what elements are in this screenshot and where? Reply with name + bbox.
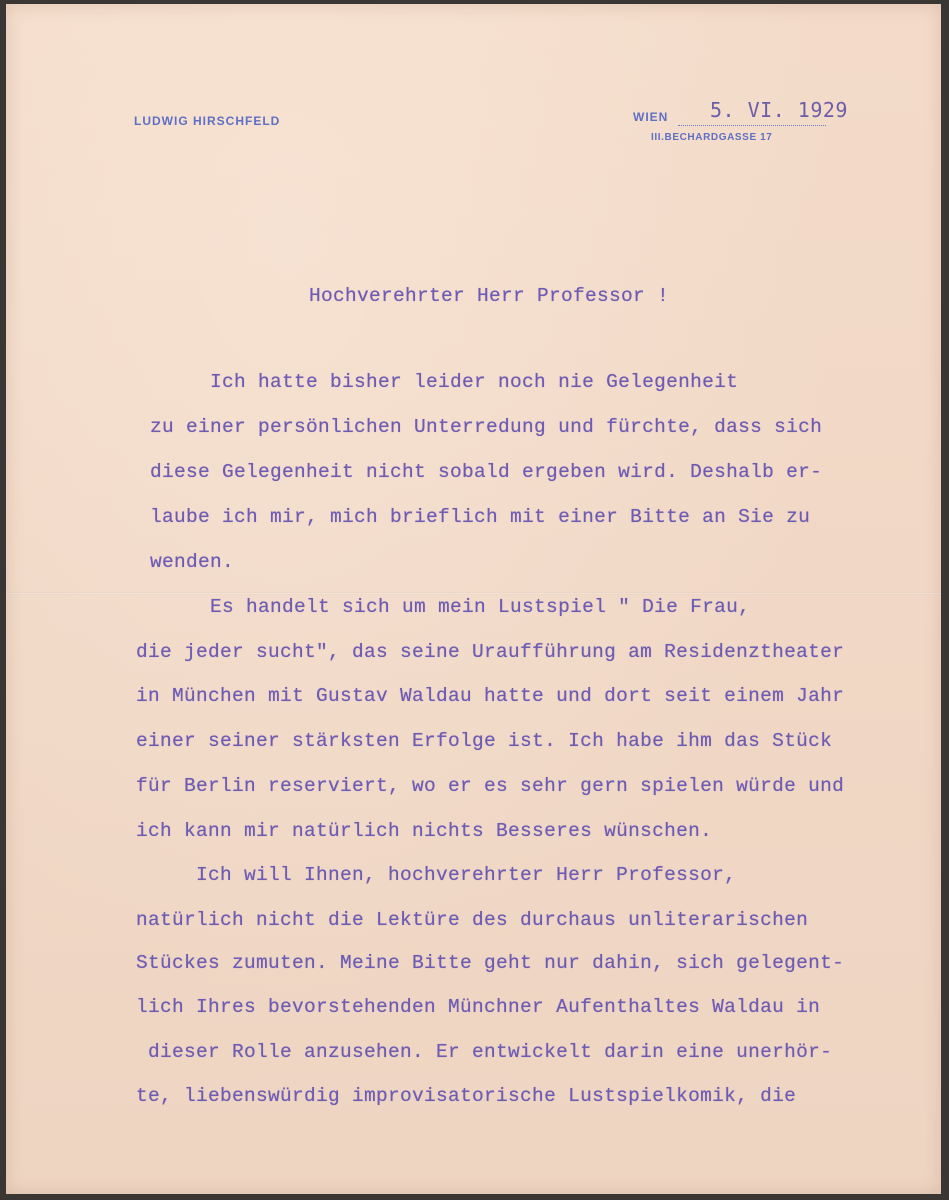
paper-fold — [6, 592, 941, 595]
letterhead-address: III.BECHARDGASSE 17 — [651, 132, 773, 143]
letterhead-city: WIEN — [633, 110, 669, 124]
body-line: diese Gelegenheit nicht sobald ergeben wird. Deshalb er- — [150, 461, 823, 483]
body-line: einer seiner stärksten Erfolge ist. Ich habe ihm das Stück — [136, 730, 833, 752]
body-line: in München mit Gustav Waldau hatte und dort seit einem Jahr — [136, 685, 845, 707]
body-line: Es handelt sich um mein Lustspiel " Die Frau, — [150, 596, 751, 618]
body-line: für Berlin reserviert, wo er es sehr gern spielen würde und — [136, 775, 845, 797]
body-line: Stückes zumuten. Meine Bitte geht nur dahin, sich gelegent- — [136, 952, 845, 974]
date-dotted-line — [678, 125, 826, 126]
body-line: Ich hatte bisher leider noch nie Gelegenheit — [150, 371, 739, 393]
body-line: Ich will Ihnen, hochverehrter Herr Professor, — [136, 864, 737, 886]
body-line: zu einer persönlichen Unterredung und fürchte, dass sich — [150, 416, 823, 438]
body-line: te, liebenswürdig improvisatorische Lustspielkomik, die — [136, 1085, 797, 1107]
salutation: Hochverehrter Herr Professor ! — [309, 285, 670, 307]
body-line: die jeder sucht", das seine Uraufführung am Residenztheater — [136, 641, 845, 663]
body-line: natürlich nicht die Lektüre des durchaus unliterarischen — [136, 909, 809, 931]
body-line: ich kann mir natürlich nichts Besseres wünschen. — [136, 820, 713, 842]
letter-date: 5. VI. 1929 — [710, 98, 848, 122]
letterhead-name: LUDWIG HIRSCHFELD — [134, 114, 281, 128]
letter-sheet — [6, 4, 941, 1194]
body-line: laube ich mir, mich brieflich mit einer Bitte an Sie zu — [150, 506, 811, 528]
body-line: wenden. — [150, 551, 235, 573]
body-line: dieser Rolle anzusehen. Er entwickelt darin eine unerhör- — [136, 1041, 833, 1063]
body-line: lich Ihres bevorstehenden Münchner Aufenthaltes Waldau in — [136, 996, 821, 1018]
